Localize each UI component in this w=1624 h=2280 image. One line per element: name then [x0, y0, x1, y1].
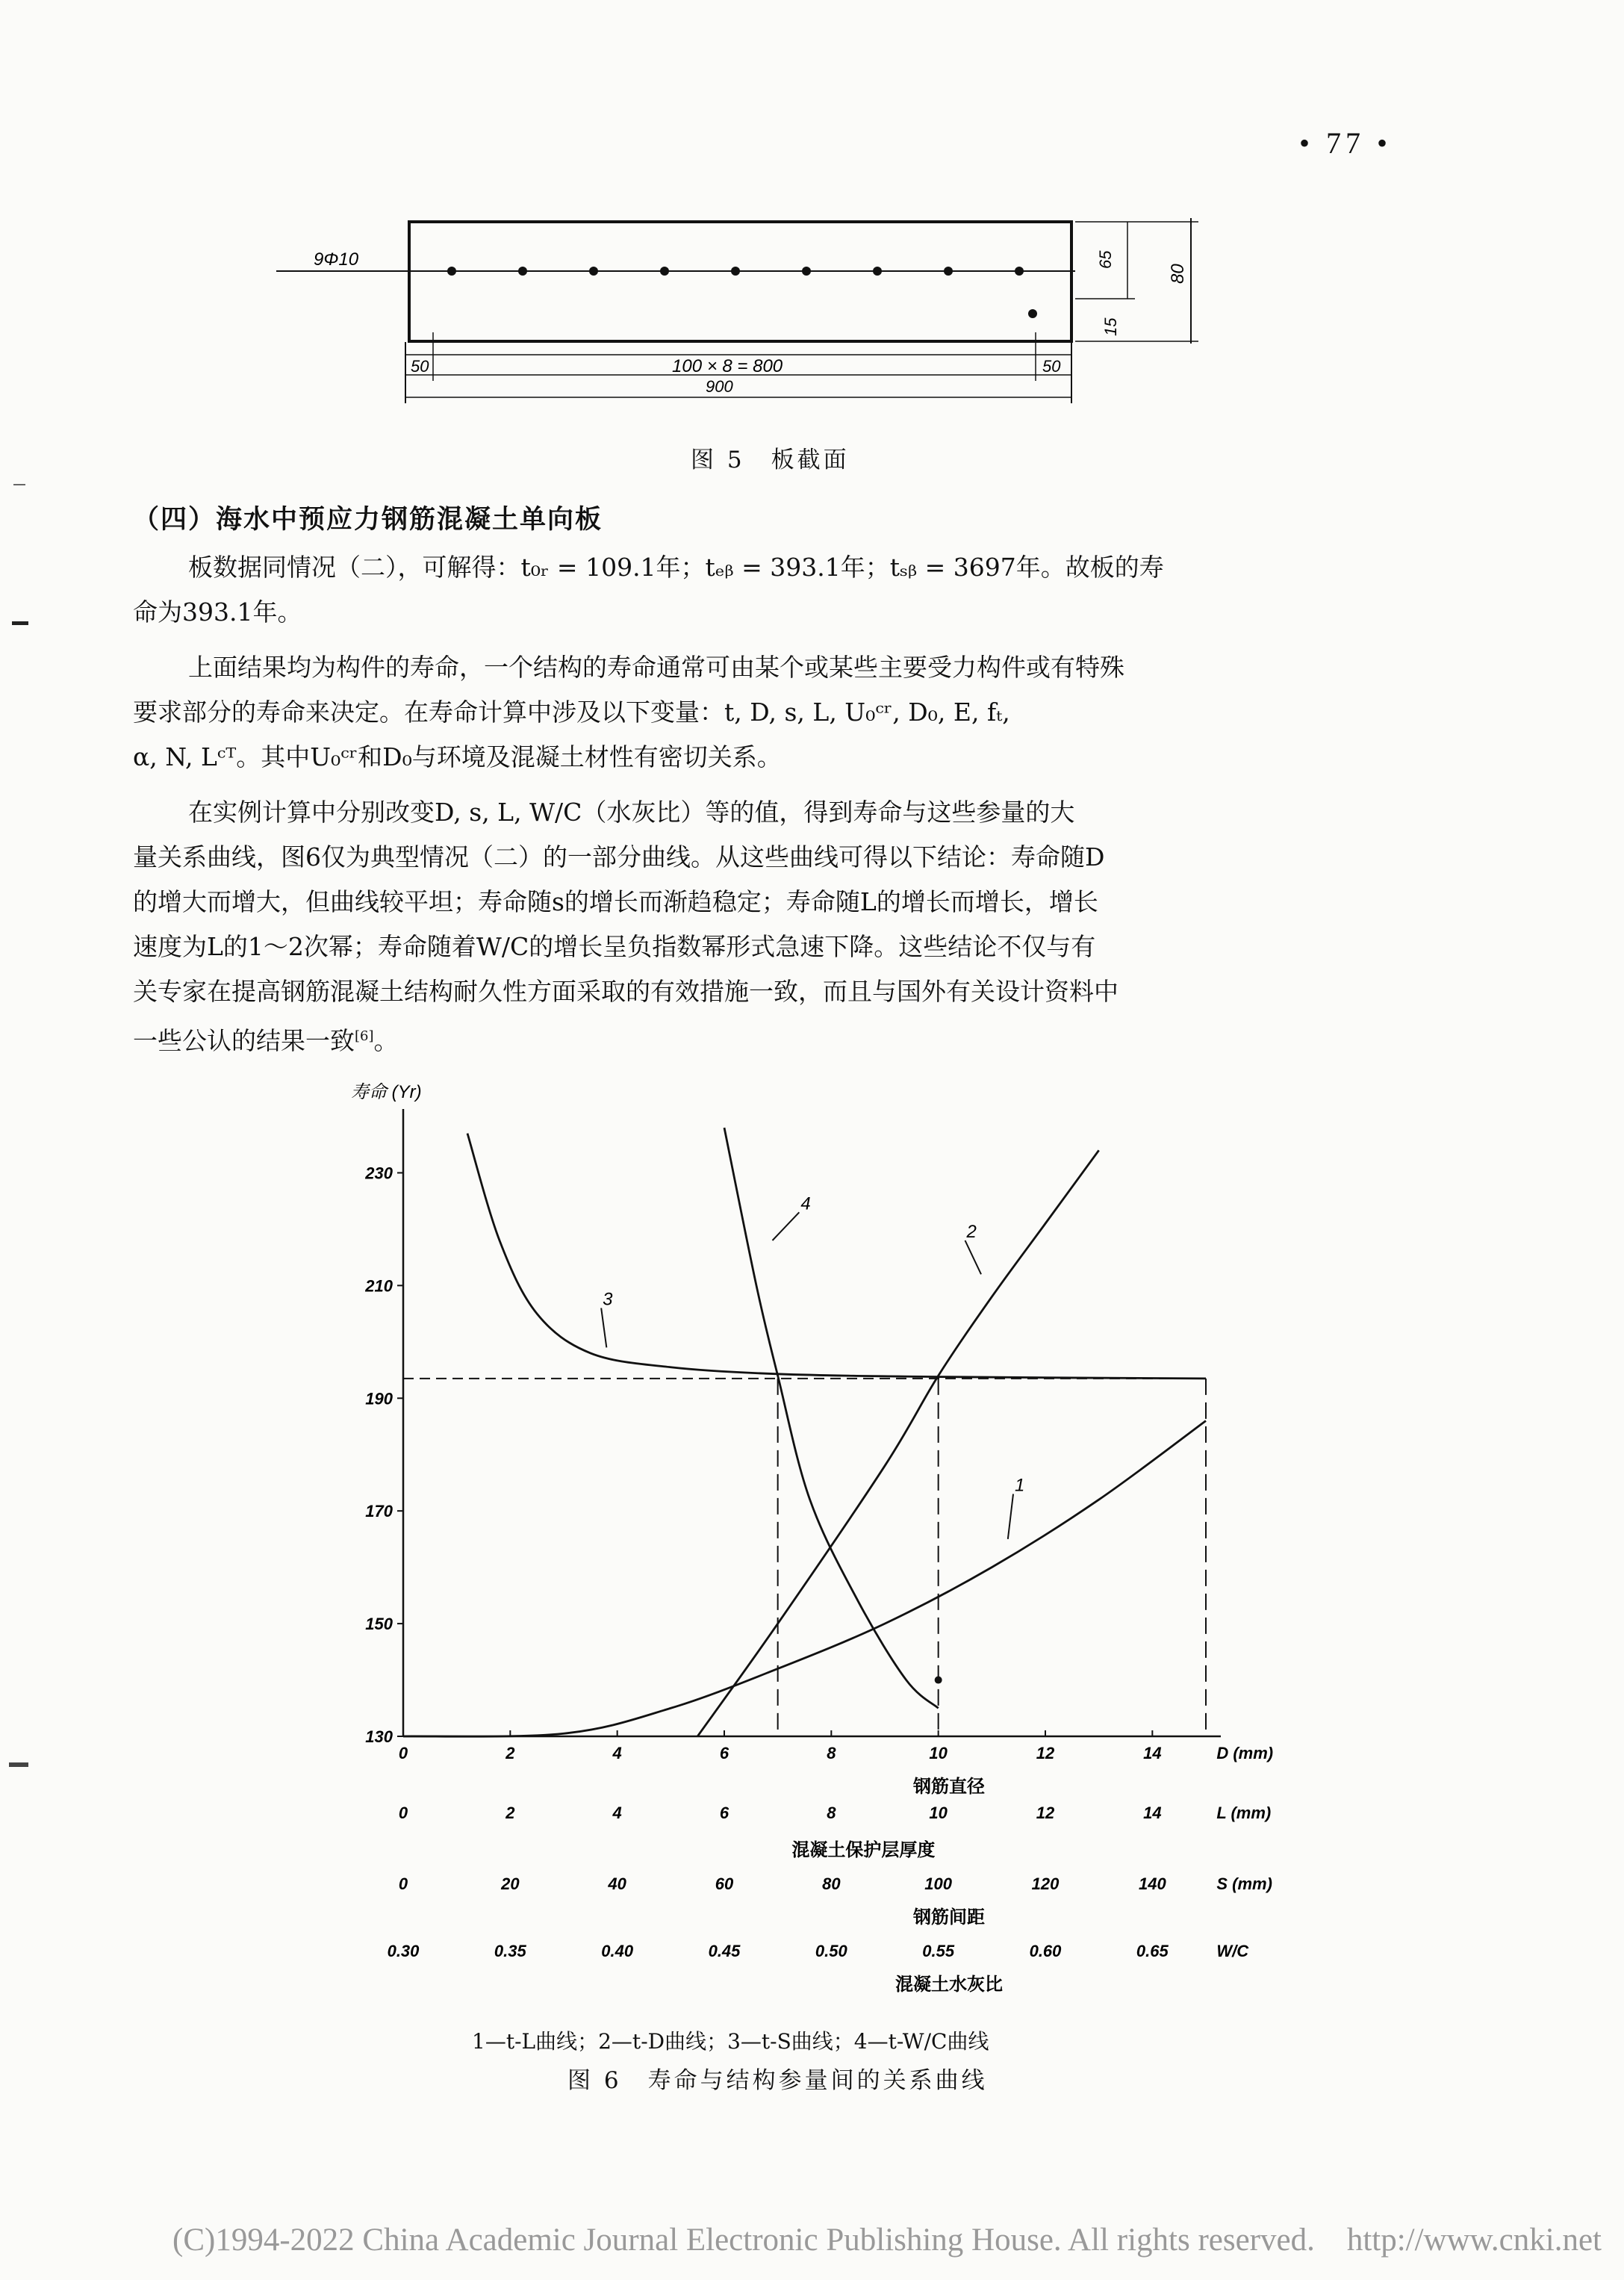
figure-6-caption: 图 6 寿命与结构参量间的关系曲线	[567, 2067, 988, 2094]
paragraph-3-line-3: 的增大而增大，但曲线较平坦；寿命随s的增长而渐趋稳定；寿命随L的增长而增长，增长	[133, 887, 1098, 916]
rebar-dot	[731, 267, 740, 276]
paragraph-3-line-5: 关专家在提高钢筋混凝土结构耐久性方面采取的有效措施一致，而且与国外有关设计资料中	[133, 977, 1119, 1006]
series-3-label: 3	[603, 1289, 613, 1310]
x-tick-label: 0.35	[494, 1942, 526, 1960]
x-tick-label: 20	[501, 1874, 520, 1893]
paragraph-2-line-1: 上面结果均为构件的寿命，一个结构的寿命通常可由某个或某些主要受力构件或有特殊	[188, 653, 1124, 682]
series-4-line	[724, 1128, 939, 1708]
x-axis-unit: S (mm)	[1216, 1874, 1272, 1893]
rebar-dot	[589, 267, 598, 276]
figure-5-slab-section	[269, 202, 1239, 418]
margin-mark	[12, 621, 28, 625]
copyright-footer: (C)1994-2022 China Academic Journal Electronic Publishing House. All rights reserved. http://www.cnki.net	[172, 2222, 1602, 2258]
y-tick-label: 210	[365, 1276, 393, 1296]
paragraph-2-line-3: α, N, Lᶜᵀ。其中U₀ᶜʳ和D₀与环境及混凝土材性有密切关系。	[133, 742, 782, 771]
paragraph-2-line-2: 要求部分的寿命来决定。在寿命计算中涉及以下变量：t, D, s, L, U₀ᶜʳ, D₀, E, fₜ,	[133, 698, 1010, 727]
dim-mid: 100 × 8 = 800	[672, 356, 783, 376]
x-tick-label: 4	[612, 1744, 622, 1762]
paragraph-3-end: 。	[373, 1026, 399, 1055]
x-tick-label: 140	[1138, 1874, 1166, 1893]
x-tick-label: 40	[608, 1874, 626, 1893]
x-axis-name: 钢筋间距	[913, 1907, 985, 1928]
x-tick-label: 100	[924, 1874, 953, 1893]
series-2-leader	[965, 1240, 982, 1274]
rebar-dot	[802, 267, 811, 276]
y-tick-label: 230	[365, 1164, 393, 1183]
x-tick-label: 14	[1143, 1744, 1162, 1762]
rebar-dot	[518, 267, 527, 276]
series-3-leader	[601, 1308, 606, 1348]
series-1-label: 1	[1015, 1475, 1025, 1496]
series-4-label: 4	[800, 1193, 811, 1214]
x-axis-unit: D (mm)	[1216, 1744, 1274, 1762]
x-tick-label: 0.40	[601, 1942, 634, 1960]
figure-6-chart	[329, 1075, 1299, 1994]
x-tick-label: 6	[719, 1804, 729, 1822]
paragraph-1-line-2: 命为393.1年。	[133, 597, 302, 627]
x-tick-label: 0	[398, 1874, 408, 1893]
x-tick-label: 14	[1143, 1804, 1162, 1822]
y-tick-label: 190	[365, 1389, 393, 1408]
rebar-dot	[447, 267, 456, 276]
rebar-dot	[873, 267, 882, 276]
figure-5-caption: 图 5 板截面	[691, 447, 850, 473]
x-tick-label: 0.60	[1029, 1942, 1062, 1960]
x-tick-label: 0	[398, 1744, 408, 1762]
x-tick-label: 0.65	[1136, 1942, 1169, 1960]
x-tick-label: 8	[827, 1804, 836, 1822]
section-heading: （四）海水中预应力钢筋混凝土单向板	[133, 504, 603, 535]
dim-right: 50	[1042, 357, 1061, 376]
series-3-line	[467, 1134, 1206, 1379]
series-2-label: 2	[966, 1222, 977, 1242]
x-tick-label: 10	[929, 1744, 948, 1762]
x-tick-label: 0	[398, 1804, 408, 1822]
paragraph-3-line-4: 速度为L的1～2次幂；寿命随着W/C的增长呈负指数幂形式急速下降。这些结论不仅与有	[133, 932, 1096, 961]
dim-left: 50	[411, 357, 429, 376]
margin-mark	[13, 484, 25, 485]
x-axis-unit: L (mm)	[1216, 1804, 1272, 1822]
x-tick-label: 10	[929, 1804, 948, 1822]
rebar-label: 9Φ10	[314, 249, 359, 270]
x-tick-label: 12	[1036, 1804, 1055, 1822]
x-axis-unit: W/C	[1216, 1942, 1249, 1960]
paragraph-3-line-1: 在实例计算中分别改变D, s, L, W/C（水灰比）等的值，得到寿命与这些参量的大	[188, 798, 1075, 827]
x-tick-label: 60	[715, 1874, 734, 1893]
dim-80: 80	[1168, 264, 1188, 284]
y-tick-label: 150	[365, 1615, 393, 1634]
dim-65: 65	[1096, 250, 1115, 269]
x-tick-label: 8	[827, 1744, 836, 1762]
x-axis-name: 混凝土保护层厚度	[791, 1840, 936, 1860]
figure-6-legend: 1—t-L曲线；2—t-D曲线；3—t-S曲线；4—t-W/C曲线	[472, 2029, 989, 2054]
y-axis-label: 寿命 (Yr)	[351, 1082, 422, 1102]
marker-point	[935, 1677, 942, 1684]
citation-ref: [6]	[355, 1028, 374, 1044]
x-tick-label: 4	[612, 1804, 622, 1822]
x-tick-label: 0.30	[387, 1942, 420, 1960]
rebar-dot	[660, 267, 669, 276]
series-4-leader	[773, 1212, 800, 1240]
paragraph-3-line-6	[133, 1014, 399, 1063]
margin-mark	[9, 1762, 28, 1767]
y-tick-label: 130	[365, 1727, 393, 1746]
x-tick-label: 2	[505, 1744, 515, 1762]
x-tick-label: 0.55	[922, 1942, 955, 1960]
y-tick-label: 170	[365, 1502, 393, 1521]
dim-15: 15	[1101, 317, 1120, 336]
rebar-dot	[1015, 267, 1024, 276]
x-tick-label: 0.45	[708, 1942, 741, 1960]
x-tick-label: 80	[822, 1874, 841, 1893]
x-tick-label: 2	[505, 1804, 515, 1822]
dim-total: 900	[706, 377, 733, 396]
rebar-dot	[944, 267, 953, 276]
series-1-leader	[1008, 1494, 1013, 1539]
paragraph-3-line-6-text: 一些公认的结果一致	[133, 1026, 355, 1055]
series-1-line	[403, 1420, 1206, 1736]
x-tick-label: 120	[1031, 1874, 1060, 1893]
x-tick-label: 12	[1036, 1744, 1055, 1762]
paragraph-3-line-2: 量关系曲线，图6仅为典型情况（二）的一部分曲线。从这些曲线可得以下结论：寿命随D	[133, 842, 1105, 872]
series-2-line	[697, 1150, 1099, 1736]
x-axis-name: 钢筋直径	[913, 1777, 985, 1797]
paragraph-1-line-1: 板数据同情况（二），可解得：t₀ᵣ = 109.1年；tₑᵦ = 393.1年；tₛᵦ = 3697年。故板的寿	[188, 553, 1164, 582]
x-axis-name: 混凝土水灰比	[895, 1975, 1003, 1994]
x-tick-label: 0.50	[815, 1942, 847, 1960]
x-tick-label: 6	[719, 1744, 729, 1762]
page-number: • 77 •	[1299, 126, 1393, 160]
